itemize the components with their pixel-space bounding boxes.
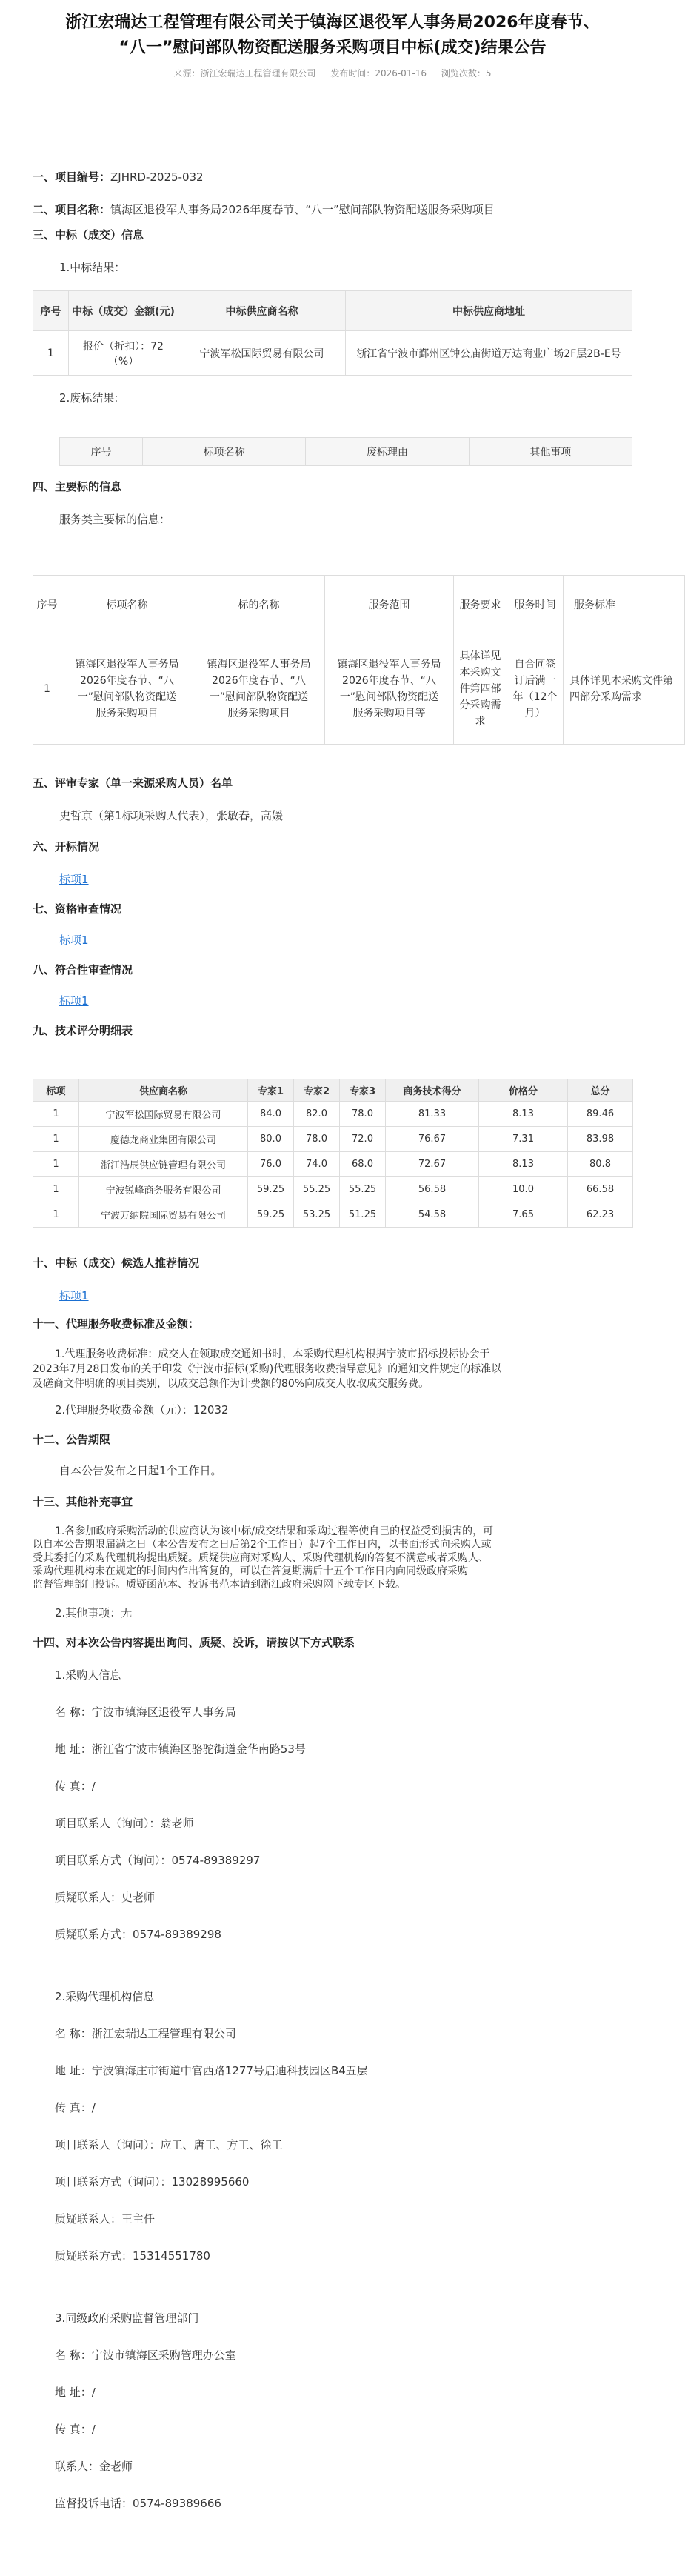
cell: 宁波锐峰商务服务有限公司 — [79, 1177, 248, 1202]
cell: 8.13 — [479, 1102, 568, 1127]
cell: 59.25 — [248, 1202, 294, 1228]
agency-query-phone: 质疑联系方式：15314551780 — [55, 2249, 210, 2263]
scoring-table — [33, 1079, 633, 1228]
cell: 1 — [33, 1177, 79, 1202]
header-cell: 废标理由 — [306, 438, 469, 466]
cell: 自合同签订后满一年（12个月） — [507, 633, 564, 745]
header-cell: 专家3 — [340, 1079, 386, 1102]
agency-contact: 项目联系人（询问）：应工、唐工、方工、徐工 — [55, 2138, 283, 2151]
meta-bar — [33, 67, 632, 79]
header-cell: 中标（成交）金额(元) — [69, 291, 178, 331]
buyer-query-contact: 质疑联系人：史老师 — [55, 1891, 156, 1904]
cell: 80.0 — [248, 1127, 294, 1152]
regulator-contact: 联系人：金老师 — [55, 2460, 133, 2473]
cell: 89.46 — [568, 1102, 633, 1127]
table-row — [33, 1127, 633, 1152]
cell: 镇海区退役军人事务局2026年度春节、“八一”慰问部队物资配送服务采购项目 — [193, 633, 325, 745]
cell: 54.58 — [386, 1202, 479, 1228]
cell: 具体详见本采购文件第四部分采购需求 — [454, 633, 507, 745]
section-14-heading: 十四、对本次公告内容提出询问、质疑、投诉，请按以下方式联系 — [33, 1636, 355, 1649]
regulator-phone: 监督投诉电话：0574-89389666 — [55, 2497, 221, 2510]
cell: 7.31 — [479, 1127, 568, 1152]
subject-table-wrapper[interactable] — [33, 575, 673, 745]
cell: 10.0 — [479, 1177, 568, 1202]
cell: 76.67 — [386, 1127, 479, 1152]
header-cell: 服务要求 — [454, 576, 507, 633]
result-table-header — [33, 291, 632, 331]
subject-table — [33, 575, 685, 745]
cell: 82.0 — [294, 1102, 340, 1127]
source-text: 来源：浙江宏瑞达工程管理有限公司 — [173, 68, 316, 79]
cell: 1 — [33, 1202, 79, 1228]
other-matters — [33, 1525, 638, 1591]
header-cell: 中标供应商地址 — [346, 291, 632, 331]
agency-phone: 项目联系方式（询问）：13028995660 — [55, 2175, 250, 2189]
cell: 62.23 — [568, 1202, 633, 1228]
section-13-heading: 十三、其他补充事宜 — [33, 1495, 133, 1508]
header-cell: 总分 — [568, 1079, 633, 1102]
header-cell: 标项 — [33, 1079, 79, 1102]
section-7-heading: 七、资格审查情况 — [33, 902, 122, 916]
abandoned-label: 2.废标结果: — [59, 391, 118, 405]
scoring-table-header — [33, 1079, 633, 1102]
buyer-phone: 项目联系方式（询问）：0574-89389297 — [55, 1854, 261, 1867]
header-cell: 序号 — [33, 576, 61, 633]
compliance-link[interactable]: 标项1 — [59, 994, 89, 1008]
table-row — [33, 1202, 633, 1228]
regulator-name: 名 称：宁波市镇海区采购管理办公室 — [55, 2349, 236, 2362]
cell: 1 — [33, 1152, 79, 1177]
header-cell: 标的名称 — [193, 576, 325, 633]
qualification-link[interactable]: 标项1 — [59, 933, 89, 947]
other-line: 受其委托的采购代理机构提出质疑。质疑供应商对采购人、采购代理机构的答复不满意或者采购人、 — [33, 1552, 489, 1564]
abandoned-table — [59, 437, 632, 466]
cell: 具体详见本采购文件第四部分采购需求 — [564, 633, 685, 745]
notice-period: 自本公告发布之日起1个工作日。 — [59, 1464, 222, 1477]
regulator-fax: 传 真：/ — [55, 2423, 96, 2436]
regulator-title: 3.同级政府采购监督管理部门 — [55, 2312, 199, 2325]
buyer-contact: 项目联系人（询问）：翁老师 — [55, 1817, 194, 1830]
cell: 7.65 — [479, 1202, 568, 1228]
fee-standard — [33, 1347, 638, 1391]
project-number: ZJHRD-2025-032 — [110, 170, 204, 184]
agency-name: 名 称：浙江宏瑞达工程管理有限公司 — [55, 2027, 236, 2040]
section-11-heading: 十一、代理服务收费标准及金额： — [33, 1317, 200, 1331]
regulator-address: 地 址：/ — [55, 2386, 96, 2399]
cell: 81.33 — [386, 1102, 479, 1127]
section-4-sub: 服务类主要标的信息： — [59, 513, 171, 526]
section-3-heading: 三、中标（成交）信息 — [33, 228, 144, 242]
header-cell: 价格分 — [479, 1079, 568, 1102]
other-line: 采购代理机构未在规定的时间内作出答复的，可以在答复期满后十五个工作日内向同级政府采购 — [33, 1565, 468, 1577]
agency-address: 地 址：宁波镇海庄市街道中官西路1277号启迪科技园区B4五层 — [55, 2064, 368, 2077]
table-row — [33, 633, 685, 745]
section-12-heading: 十二、公告期限 — [33, 1433, 111, 1446]
section-1 — [33, 169, 204, 185]
cell: 宁波万纳院国际贸易有限公司 — [79, 1202, 248, 1228]
view-count: 浏览次数：5 — [441, 68, 492, 79]
result-table — [33, 290, 632, 376]
candidate-link[interactable]: 标项1 — [59, 1289, 89, 1302]
section-1-heading: 一、项目编号： — [33, 170, 111, 184]
cell: 55.25 — [294, 1177, 340, 1202]
cell: 1 — [33, 1102, 79, 1127]
header-cell: 商务技术得分 — [386, 1079, 479, 1102]
cell: 56.58 — [386, 1177, 479, 1202]
section-5-heading: 五、评审专家（单一来源采购人员）名单 — [33, 776, 233, 790]
other-line: 监督管理部门投诉。质疑函范本、投诉书范本请到浙江政府采购网下载专区下载。 — [33, 1579, 406, 1591]
header-cell: 标项名称 — [61, 576, 193, 633]
header-cell: 专家2 — [294, 1079, 340, 1102]
section-8-heading: 八、符合性审查情况 — [33, 963, 133, 976]
cell: 8.13 — [479, 1152, 568, 1177]
buyer-name: 名 称：宁波市镇海区退役军人事务局 — [55, 1705, 236, 1719]
fee-amount: 2.代理服务收费金额（元）：12032 — [55, 1403, 229, 1417]
section-6-heading: 六、开标情况 — [33, 840, 100, 853]
title-line-2: “八一”慰问部队物资配送服务采购项目中标(成交)结果公告 — [118, 39, 547, 57]
header-cell: 序号 — [33, 291, 69, 331]
cell: 55.25 — [340, 1177, 386, 1202]
table-row — [33, 331, 632, 376]
buyer-query-phone: 质疑联系方式：0574-89389298 — [55, 1928, 221, 1941]
other-line: 1.各参加政府采购活动的供应商认为该中标/成交结果和采购过程等使自己的权益受到损害的，可 — [55, 1525, 494, 1537]
header-cell: 中标供应商名称 — [178, 291, 346, 331]
cell: 72.0 — [340, 1127, 386, 1152]
cell: 宁波军松国际贸易有限公司 — [178, 331, 346, 376]
cell: 浙江省宁波市鄞州区钟公庙街道万达商业广场2F层2B-E号 — [346, 331, 632, 376]
header-cell: 服务范围 — [325, 576, 454, 633]
cell: 80.8 — [568, 1152, 633, 1177]
header-cell: 供应商名称 — [79, 1079, 248, 1102]
header-cell: 专家1 — [248, 1079, 294, 1102]
section-9-heading: 九、技术评分明细表 — [33, 1024, 133, 1037]
cell: 59.25 — [248, 1177, 294, 1202]
agency-query-contact: 质疑联系人：王主任 — [55, 2212, 156, 2226]
cell: 1 — [33, 1127, 79, 1152]
result-label: 1.中标结果： — [59, 261, 126, 274]
section-2 — [33, 202, 495, 218]
section-4-heading: 四、主要标的信息 — [33, 480, 122, 493]
section-10-heading: 十、中标（成交）候选人推荐情况 — [33, 1257, 200, 1270]
project-name: 镇海区退役军人事务局2026年度春节、“八一”慰问部队物资配送服务采购项目 — [110, 203, 495, 216]
section-2-heading: 二、项目名称： — [33, 203, 111, 216]
cell: 1 — [33, 633, 61, 745]
cell: 66.58 — [568, 1177, 633, 1202]
expert-list: 史哲京（第1标项采购人代表），张敏春，高媛 — [59, 809, 284, 822]
bid-opening-link[interactable]: 标项1 — [59, 873, 89, 886]
fee-line: 2023年7月28日发布的关于印发《宁波市招标(采购)代理服务收费指导意见》的通知文件规定的标准以 — [33, 1363, 502, 1375]
cell: 78.0 — [294, 1127, 340, 1152]
other-line: 以自本公告期限届满之日（本公告发布之日后第2个工作日）起7个工作日内，以书面形式向采购人或 — [33, 1539, 492, 1551]
cell: 51.25 — [340, 1202, 386, 1228]
cell: 53.25 — [294, 1202, 340, 1228]
cell: 镇海区退役军人事务局2026年度春节、“八一”慰问部队物资配送服务采购项目 — [61, 633, 193, 745]
fee-line: 及磋商文件明确的项目类别，以成交总额作为计费额的80%向成交人收取成交服务费。 — [33, 1378, 430, 1390]
header-cell: 序号 — [60, 438, 143, 466]
fee-line: 1.代理服务收费标准：成交人在领取成交通知书时，本采购代理机构根据宁波市招标投标协会于 — [55, 1348, 490, 1360]
cell: 镇海区退役军人事务局2026年度春节、“八一”慰问部队物资配送服务采购项目等 — [325, 633, 454, 745]
buyer-title: 1.采购人信息 — [55, 1668, 121, 1682]
header-cell: 标项名称 — [143, 438, 306, 466]
abandoned-table-header — [60, 438, 632, 466]
cell: 74.0 — [294, 1152, 340, 1177]
cell: 72.67 — [386, 1152, 479, 1177]
table-row — [33, 1152, 633, 1177]
cell: 浙江浩辰供应链管理有限公司 — [79, 1152, 248, 1177]
buyer-address: 地 址：浙江省宁波市镇海区骆驼街道金华南路53号 — [55, 1743, 306, 1756]
cell: 68.0 — [340, 1152, 386, 1177]
agency-title: 2.采购代理机构信息 — [55, 1990, 155, 2003]
other-items: 2.其他事项：无 — [55, 1606, 133, 1620]
cell: 慶德龙商业集团有限公司 — [79, 1127, 248, 1152]
page-title — [33, 0, 632, 61]
cell: 76.0 — [248, 1152, 294, 1177]
cell: 1 — [33, 331, 69, 376]
cell: 84.0 — [248, 1102, 294, 1127]
table-row — [33, 1102, 633, 1127]
cell: 78.0 — [340, 1102, 386, 1127]
cell: 83.98 — [568, 1127, 633, 1152]
cell: 宁波军松国际贸易有限公司 — [79, 1102, 248, 1127]
subject-table-header — [33, 576, 685, 633]
agency-fax: 传 真：/ — [55, 2101, 96, 2114]
cell: 报价（折扣）：72（%） — [69, 331, 178, 376]
header-cell: 服务时间 — [507, 576, 564, 633]
header-cell: 服务标准 — [564, 576, 685, 633]
buyer-fax: 传 真：/ — [55, 1780, 96, 1793]
table-row — [33, 1177, 633, 1202]
title-line-1: 浙江宏瑞达工程管理有限公司关于镇海区退役军人事务局2026年度春节、 — [65, 13, 600, 32]
header-cell: 其他事项 — [469, 438, 632, 466]
publish-time: 发布时间：2026-01-16 — [330, 68, 427, 79]
